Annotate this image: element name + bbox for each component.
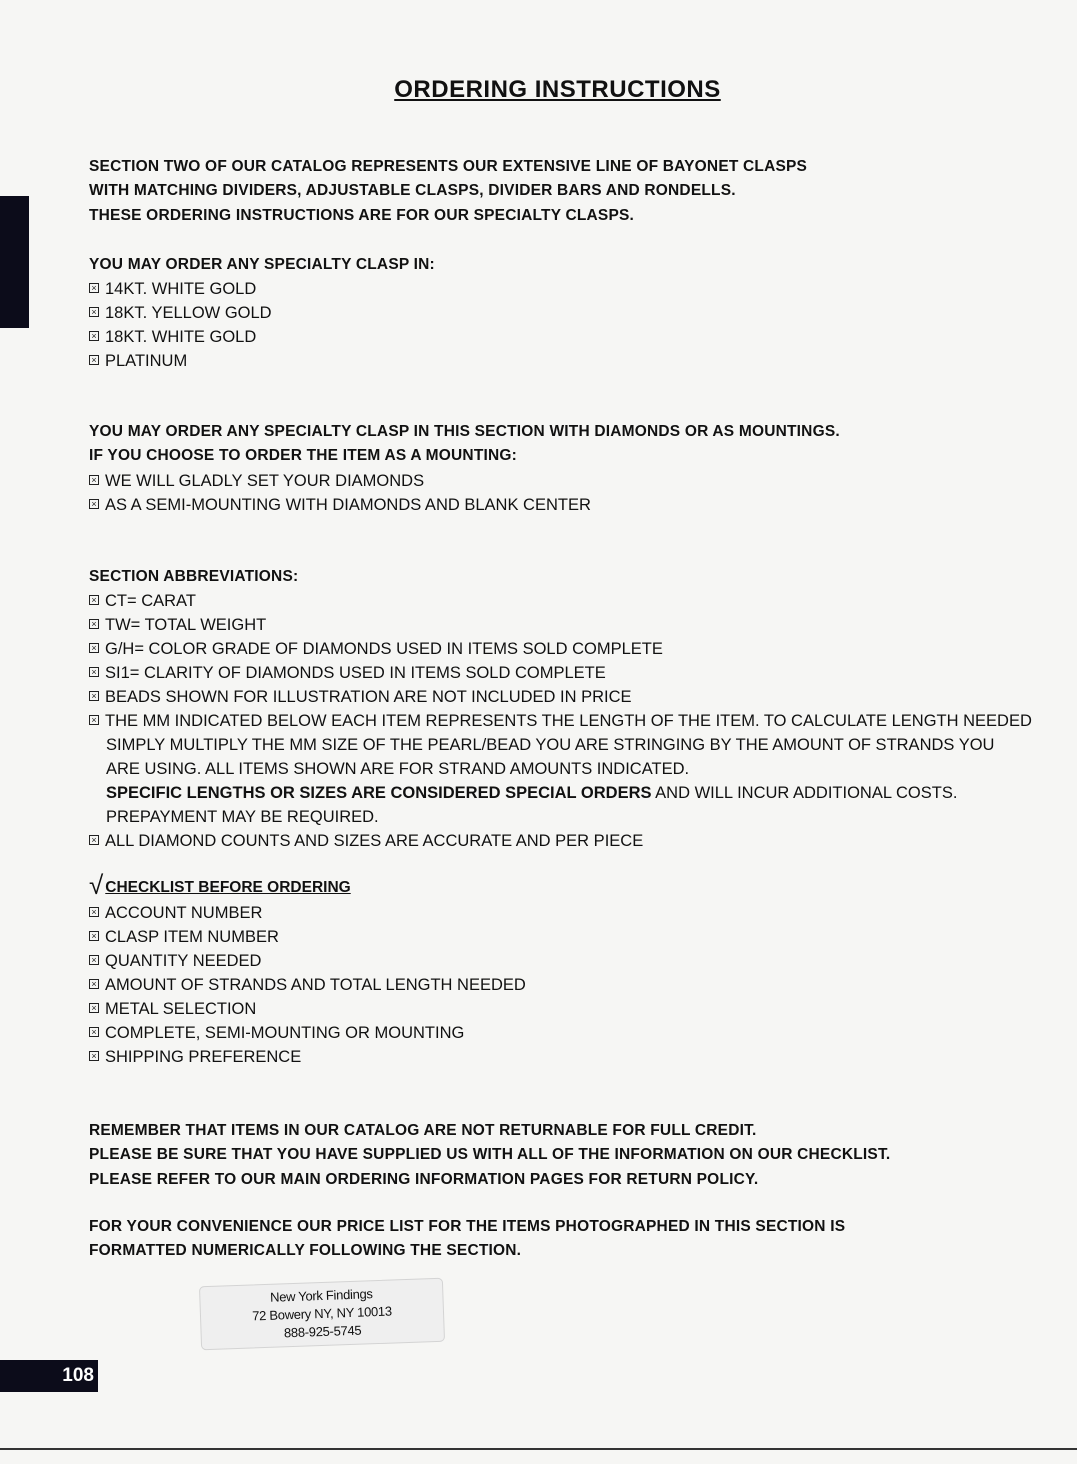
list-item bbox=[89, 997, 1059, 1021]
list-item bbox=[89, 637, 1059, 661]
list-item-text: 18KT. YELLOW GOLD bbox=[105, 304, 272, 323]
intro-line: SECTION TWO OF OUR CATALOG REPRESENTS OUR EXTENSIVE LINE OF BAYONET CLASPS bbox=[89, 158, 808, 175]
checkbox-icon: × bbox=[89, 643, 99, 653]
checkbox-icon: × bbox=[89, 475, 99, 485]
checkbox-icon: × bbox=[89, 331, 99, 341]
mounting-heading: YOU MAY ORDER ANY SPECIALTY CLASP IN THIS SECTION WITH DIAMONDS OR AS MOUNTINGS. bbox=[89, 423, 840, 440]
return-policy-line: REMEMBER THAT ITEMS IN OUR CATALOG ARE NOT RETURNABLE FOR FULL CREDIT. bbox=[89, 1122, 757, 1139]
special-orders-rest: AND WILL INCUR ADDITIONAL COSTS. bbox=[651, 784, 958, 803]
abbreviations-list bbox=[89, 589, 1059, 733]
abbreviations-section bbox=[89, 565, 1059, 853]
page-title: ORDERING INSTRUCTIONS bbox=[394, 76, 721, 103]
sticker-address: 72 Bowery NY, NY 10013 bbox=[251, 1303, 393, 1324]
checkbox-icon: × bbox=[89, 307, 99, 317]
list-item bbox=[89, 901, 1059, 925]
intro-paragraph bbox=[89, 155, 1059, 228]
checkbox-icon: × bbox=[89, 619, 99, 629]
list-item bbox=[89, 613, 1059, 637]
list-item-text: 18KT. WHITE GOLD bbox=[105, 328, 257, 347]
metal-options-section bbox=[89, 253, 1059, 373]
metal-options-heading: YOU MAY ORDER ANY SPECIALTY CLASP IN: bbox=[89, 256, 435, 273]
page-number: 108 bbox=[0, 1360, 98, 1392]
checkmark-icon: √ bbox=[89, 870, 104, 900]
checkbox-icon: × bbox=[89, 955, 99, 965]
mm-continuation: SIMPLY MULTIPLY THE MM SIZE OF THE PEARL/BEAD YOU ARE STRINGING BY THE AMOUNT OF STRANDS YOU bbox=[106, 736, 995, 755]
checkbox-icon: × bbox=[89, 835, 99, 845]
list-item-text: 14KT. WHITE GOLD bbox=[105, 280, 257, 299]
sticker-company: New York Findings bbox=[269, 1286, 373, 1305]
page-bottom-rule bbox=[0, 1448, 1077, 1450]
list-item-text: COMPLETE, SEMI-MOUNTING OR MOUNTING bbox=[105, 1024, 465, 1042]
mounting-section bbox=[89, 420, 1059, 517]
list-item bbox=[89, 277, 1059, 301]
list-item bbox=[89, 589, 1059, 613]
price-list-paragraph bbox=[89, 1215, 1059, 1264]
list-item-text: WE WILL GLADLY SET YOUR DIAMONDS bbox=[105, 471, 425, 490]
checkbox-icon: × bbox=[89, 907, 99, 917]
list-item-text: AMOUNT OF STRANDS AND TOTAL LENGTH NEEDED bbox=[105, 976, 526, 994]
list-item bbox=[89, 469, 1059, 493]
checklist bbox=[89, 901, 1059, 1069]
list-item-text: SI1= CLARITY OF DIAMONDS USED IN ITEMS SOLD COMPLETE bbox=[105, 664, 606, 683]
list-item-text: AS A SEMI-MOUNTING WITH DIAMONDS AND BLANK CENTER bbox=[105, 495, 591, 514]
return-policy-line: PLEASE BE SURE THAT YOU HAVE SUPPLIED US WITH ALL OF THE INFORMATION ON OUR CHECKLIST. bbox=[89, 1146, 891, 1164]
checkbox-icon: × bbox=[89, 283, 99, 293]
checkbox-icon: × bbox=[89, 595, 99, 605]
list-item bbox=[89, 925, 1059, 949]
intro-line: THESE ORDERING INSTRUCTIONS ARE FOR OUR SPECIALTY CLASPS. bbox=[89, 206, 635, 224]
list-item-text: ALL DIAMOND COUNTS AND SIZES ARE ACCURATE AND PER PIECE bbox=[105, 832, 644, 851]
price-list-line: FORMATTED NUMERICALLY FOLLOWING THE SECTION. bbox=[89, 1242, 522, 1260]
special-orders-note bbox=[89, 781, 1059, 805]
list-item bbox=[89, 1021, 1059, 1045]
return-policy-line: PLEASE REFER TO OUR MAIN ORDERING INFORMATION PAGES FOR RETURN POLICY. bbox=[89, 1170, 759, 1188]
list-item bbox=[89, 949, 1059, 973]
list-item-text: PLATINUM bbox=[105, 352, 188, 371]
intro-line: WITH MATCHING DIVIDERS, ADJUSTABLE CLASPS, DIVIDER BARS AND RONDELLS. bbox=[89, 182, 736, 200]
list-item bbox=[89, 1045, 1059, 1069]
checkbox-icon: × bbox=[89, 499, 99, 509]
checkbox-icon: × bbox=[89, 931, 99, 941]
checkbox-icon: × bbox=[89, 715, 99, 725]
list-item bbox=[89, 661, 1059, 685]
mm-continuation: ARE USING. ALL ITEMS SHOWN ARE FOR STRAND AMOUNTS INDICATED. bbox=[106, 760, 690, 779]
checkbox-icon: × bbox=[89, 1003, 99, 1013]
checklist-title: CHECKLIST BEFORE ORDERING bbox=[105, 879, 351, 896]
list-item-text: BEADS SHOWN FOR ILLUSTRATION ARE NOT INCLUDED IN PRICE bbox=[105, 688, 632, 707]
list-item-text: CT= CARAT bbox=[105, 592, 196, 611]
list-item-text: G/H= COLOR GRADE OF DIAMONDS USED IN ITEMS SOLD COMPLETE bbox=[105, 640, 663, 659]
list-item-mm bbox=[89, 709, 1059, 733]
list-item bbox=[89, 829, 1059, 853]
list-item bbox=[89, 973, 1059, 997]
abbreviations-heading: SECTION ABBREVIATIONS: bbox=[89, 568, 299, 585]
checkbox-icon: × bbox=[89, 1027, 99, 1037]
checkbox-icon: × bbox=[89, 1051, 99, 1061]
list-item bbox=[89, 301, 1059, 325]
list-item bbox=[89, 493, 1059, 517]
list-item bbox=[89, 325, 1059, 349]
mounting-subheading: IF YOU CHOOSE TO ORDER THE ITEM AS A MOUNTING: bbox=[89, 447, 518, 465]
list-item-text: CLASP ITEM NUMBER bbox=[105, 928, 279, 946]
checklist-section bbox=[89, 872, 1059, 1069]
checkbox-icon: × bbox=[89, 979, 99, 989]
checkbox-icon: × bbox=[89, 667, 99, 677]
sticker-phone: 888-925-5745 bbox=[283, 1322, 362, 1341]
price-list-line: FOR YOUR CONVENIENCE OUR PRICE LIST FOR THE ITEMS PHOTOGRAPHED IN THIS SECTION IS bbox=[89, 1218, 846, 1235]
special-orders-bold: SPECIFIC LENGTHS OR SIZES ARE CONSIDERED SPECIAL ORDERS bbox=[106, 784, 652, 803]
section-edge-tab bbox=[0, 196, 29, 328]
prepayment-note: PREPAYMENT MAY BE REQUIRED. bbox=[106, 808, 379, 827]
metal-options-list bbox=[89, 277, 1059, 373]
checkbox-icon: × bbox=[89, 691, 99, 701]
address-sticker bbox=[199, 1278, 445, 1350]
mounting-options-list bbox=[89, 469, 1059, 517]
list-item bbox=[89, 349, 1059, 373]
abbreviations-list-end bbox=[89, 829, 1059, 853]
list-item-text: QUANTITY NEEDED bbox=[105, 952, 262, 970]
list-item bbox=[89, 685, 1059, 709]
return-policy-paragraph bbox=[89, 1119, 1059, 1192]
checkbox-icon: × bbox=[89, 355, 99, 365]
list-item-text: SHIPPING PREFERENCE bbox=[105, 1048, 302, 1066]
list-item-text: TW= TOTAL WEIGHT bbox=[105, 616, 267, 635]
checklist-heading bbox=[89, 872, 1059, 901]
list-item-text: THE MM INDICATED BELOW EACH ITEM REPRESENTS THE LENGTH OF THE ITEM. TO CALCULATE LENGTH NEEDED bbox=[105, 712, 1032, 731]
list-item-text: METAL SELECTION bbox=[105, 1000, 257, 1018]
list-item-text: ACCOUNT NUMBER bbox=[105, 904, 263, 922]
